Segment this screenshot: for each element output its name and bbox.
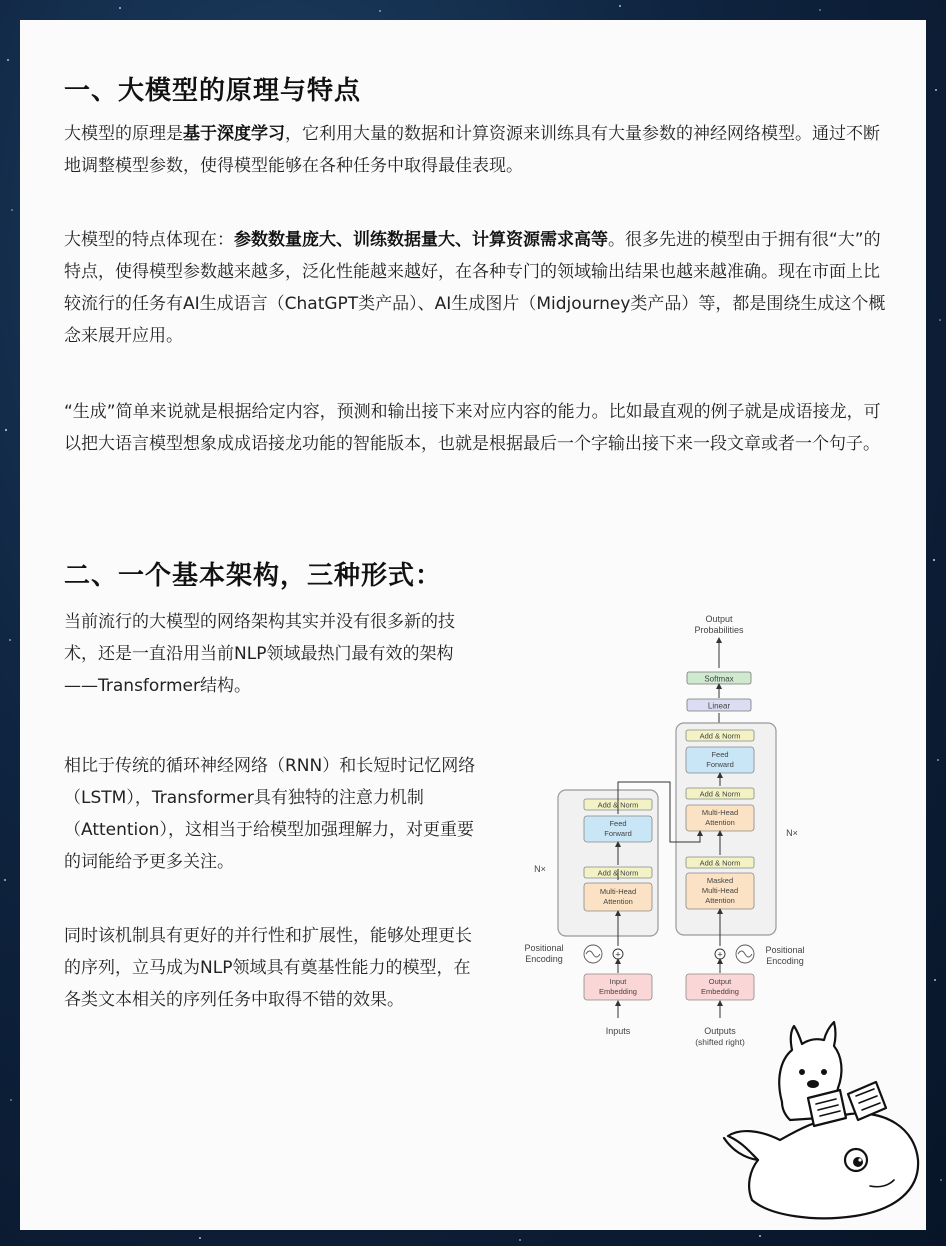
section-2-paragraph-3: 同时该机制具有更好的并行性和扩展性，能够处理更长的序列，立马成为NLP领域具有奠基性能力的模型，在各类文本相关的序列任务中取得不错的效果。 [64,926,472,1010]
bold-text: 参数数量庞大、训练数据量大、计算资源需求高等 [234,230,608,250]
section-2-paragraph-1: 当前流行的大模型的网络架构其实并没有很多新的技术，还是一直沿用当前NLP领域最热门最有效的架构——Transformer结构。 [64,612,455,696]
positional-encoding-label: Positional [524,943,564,953]
plus-icon: + [717,949,723,960]
section-2-paragraph-2: 相比于传统的循环神经网络（RNN）和长短时记忆网络（LSTM），Transformer具有独特的注意力机制（Attention），这相当于给模型加强理解力，对更重要的词能给予更多关注。 [64,756,476,872]
section-2-heading: 二、一个基本架构，三种形式： [64,561,443,591]
encoder-nx-label: N× [534,864,546,874]
diagram-label: Probabilities [694,625,744,635]
positional-encoding-label: Positional [765,945,805,955]
multi-head-attention-box-2: Attention [705,818,735,827]
masked-attention-box-2: Multi-Head [701,886,739,895]
text-span: 大模型的原理是 [64,124,183,144]
encoder-feed-forward-box-2: Forward [604,829,632,838]
add-norm-box: Add & Norm [597,800,639,810]
encoder-feed-forward-box: Feed [609,819,627,828]
positional-encoding-label-2: Encoding [766,956,804,966]
encoder-attention-box-2: Attention [603,897,633,906]
multi-head-attention-box: Multi-Head [701,808,739,817]
feed-forward-box-2: Forward [706,760,734,769]
encoder-attention-box: Multi-Head [599,887,637,896]
text-span: 大模型的特点体现在： [64,230,234,250]
add-norm-box: Add & Norm [597,868,639,878]
add-norm-box: Add & Norm [699,789,741,799]
section-1-paragraph-1 [64,118,894,182]
add-norm-box: Add & Norm [699,731,741,741]
input-embedding-box: Input [609,977,627,986]
feed-forward-box: Feed [711,750,729,759]
transformer-architecture-diagram [500,610,805,1047]
section-1-paragraph-2 [64,224,894,352]
inputs-label: Inputs [605,1026,631,1036]
article-card [20,20,926,1230]
section-1-paragraph-3: “生成”简单来说就是根据给定内容，预测和输出接下来对应内容的能力。比如最直观的例子就是成语接龙，可以把大语言模型想象成成语接龙功能的智能版本，也就是根据最后一个字输出接下来一段文章或者一个句子。 [64,402,881,454]
positional-encoding-label-2: Encoding [525,954,563,964]
bold-text: 基于深度学习 [183,124,285,144]
plus-icon: + [615,949,621,960]
text-span: ，它利用大量的数据和计算资源来训练具有大量参数的神经网络模型。通过不断地调整模型参数，使得模型能够在各种任务中取得最佳表现。 [64,124,880,176]
masked-attention-box-3: Attention [705,896,735,905]
whale-llama-mascot [720,1010,925,1225]
softmax-box: Softmax [704,674,734,684]
shifted-right-label: (shifted right) [695,1037,745,1047]
text-span: 。很多先进的模型由于拥有很“大”的特点，使得模型参数越来越多，泛化性能越来越好，在各种专门的领域输出结果也越来越准确。现在市面上比较流行的任务有AI生成语言（ChatGPT类产品）、AI生成图片（Midjourney类产品）等，都是围绕生成这个概念来展开应用。 [64,230,886,346]
output-embedding-box-2: Embedding [701,987,739,996]
decoder-nx-label: N× [786,828,798,838]
linear-box: Linear [707,701,731,711]
output-embedding-box: Output [708,977,732,986]
add-norm-box: Add & Norm [699,858,741,868]
outputs-label: Outputs [704,1026,736,1036]
section-1-heading: 一、大模型的原理与特点 [64,76,362,106]
input-embedding-box-2: Embedding [599,987,637,996]
diagram-label: Output [705,614,733,624]
masked-attention-box: Masked [706,876,734,885]
